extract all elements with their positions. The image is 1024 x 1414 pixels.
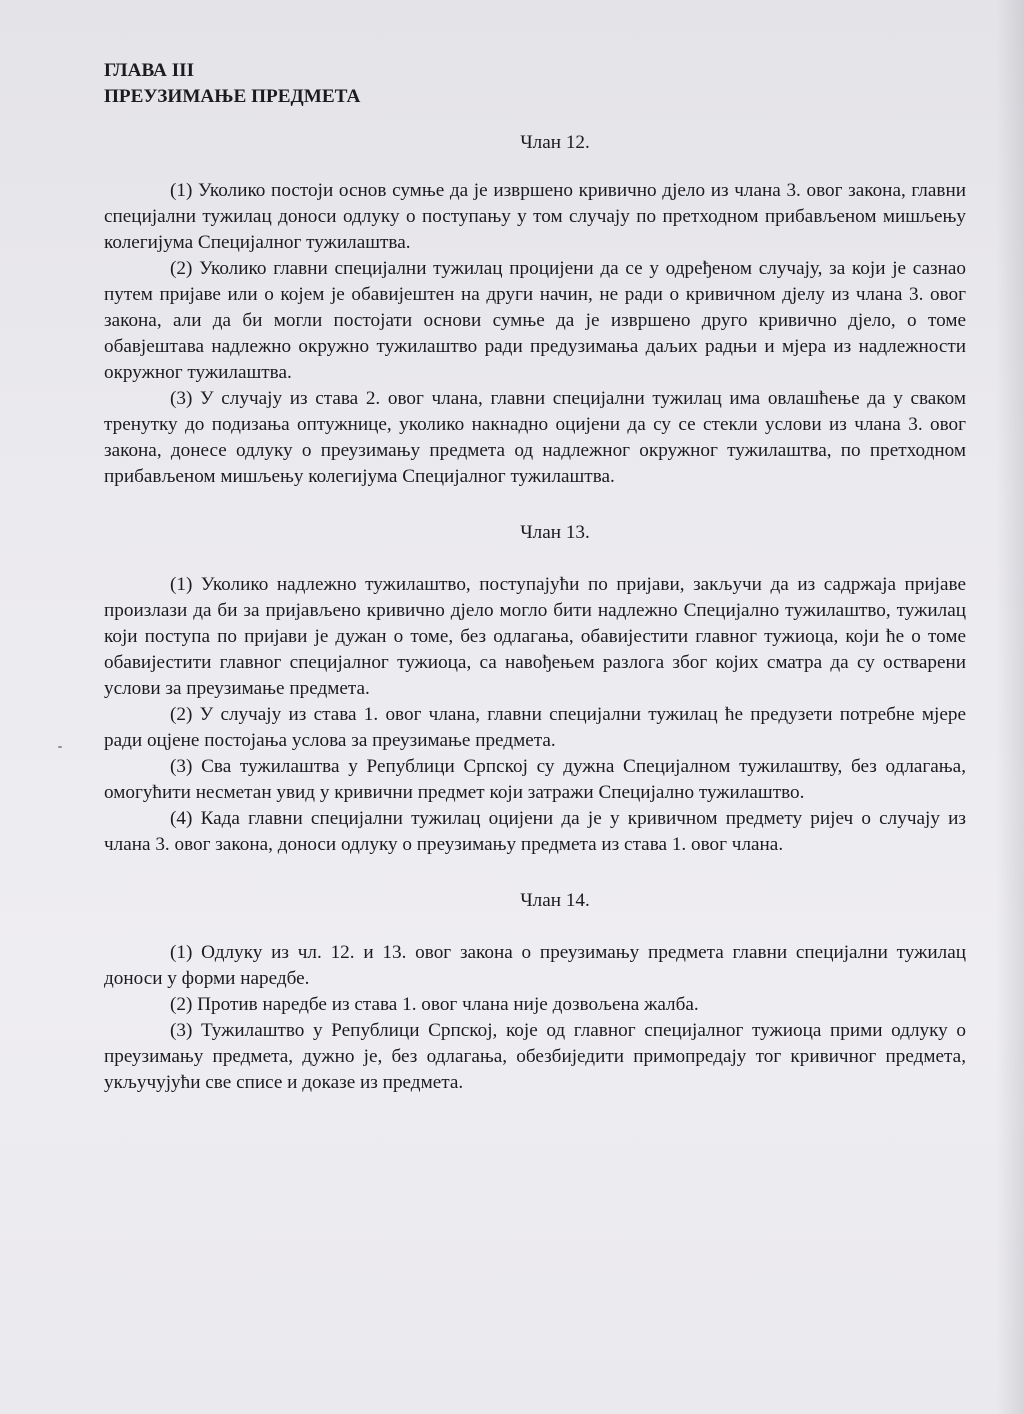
article-13-paragraph-2: (2) У случају из става 1. овог члана, главни специјални тужилац ће предузети потребне мјере ради оцјене постојања услова за преузимање предмета. xyxy=(104,704,966,751)
article-14-paragraph-1: (1) Одлуку из чл. 12. и 13. овог закона о преузимању предмета главни специјални тужилац доноси у форми наредбе. xyxy=(104,942,966,989)
article-14-heading: Члан 14. xyxy=(520,890,590,911)
article-13-paragraph-1: (1) Уколико надлежно тужилаштво, поступајући по пријави, закључи да из садржаја пријаве произлази да би за пријављено кривично дјело могло бити надлежно Специјално тужилаштво, тужилац који поступа по пријави је дужан о томе, без одлагања, обавијестити главног тужиоца, који ће о томе обавијестити главног специјалног тужиоца, са навођењем разлога због којих сматра да су остварени услови за преузимање предмета. xyxy=(104,574,966,699)
chapter-subtitle: ПРЕУЗИМАЊЕ ПРЕДМЕТА xyxy=(104,86,361,107)
article-13-paragraph-4: (4) Када главни специјални тужилац оцијени да је у кривичном предмету ријеч о случају из члана 3. овог закона, доноси одлуку о преузимању предмета из става 1. овог члана. xyxy=(104,808,966,855)
article-13-paragraph-3: (3) Сва тужилаштва у Републици Српској су дужна Специјалном тужилаштву, без одлагања, омогућити несметан увид у кривични предмет који затражи Специјално тужилаштво. xyxy=(104,756,966,803)
document-body xyxy=(104,58,966,1096)
article-13-heading: Члан 13. xyxy=(520,522,590,543)
article-12-heading: Члан 12. xyxy=(520,132,590,153)
article-12-paragraph-1: (1) Уколико постоји основ сумње да је извршено кривично дјело из члана 3. овог закона, главни специјални тужилац доноси одлуку о поступању у том случају по претходном прибављеном мишљењу колегијума Специјалног тужилаштва. xyxy=(104,180,966,253)
article-12-paragraph-2: (2) Уколико главни специјални тужилац процијени да се у одређеном случају, за који је сазнао путем пријаве или о којем је обавијештен на други начин, не ради о кривичном дјелу из члана 3. овог закона, али да би могли постојати основи сумње да је извршено друго кривично дјело, о томе обавјештава надлежно окружно тужилаштво ради предузимања даљих радњи и мјера из надлежности окружног тужилаштва. xyxy=(104,258,966,383)
article-14-paragraph-2: (2) Против наредбе из става 1. овог члана није дозвољена жалба. xyxy=(170,994,699,1015)
paper-speck xyxy=(58,746,62,748)
page-edge-shadow xyxy=(996,0,1024,1414)
chapter-title: ГЛАВА III xyxy=(104,60,195,81)
article-12-paragraph-3: (3) У случају из става 2. овог члана, главни специјални тужилац има овлашћење да у сваком тренутку до подизања оптужнице, уколико накнадно оцијени да су се стекли услови из члана 3. овог закона, донесе одлуку о преузимању предмета од надлежног окружног тужилаштва, по претходном прибављеном мишљењу колегијума Специјалног тужилаштва. xyxy=(104,388,966,487)
article-14-paragraph-3: (3) Тужилаштво у Републици Српској, које од главног специјалног тужиоца прими одлуку о преузимању предмета, дужно је, без одлагања, обезбиједити примопредају тог кривичног предмета, укључујући све списе и доказе из предмета. xyxy=(104,1020,966,1093)
